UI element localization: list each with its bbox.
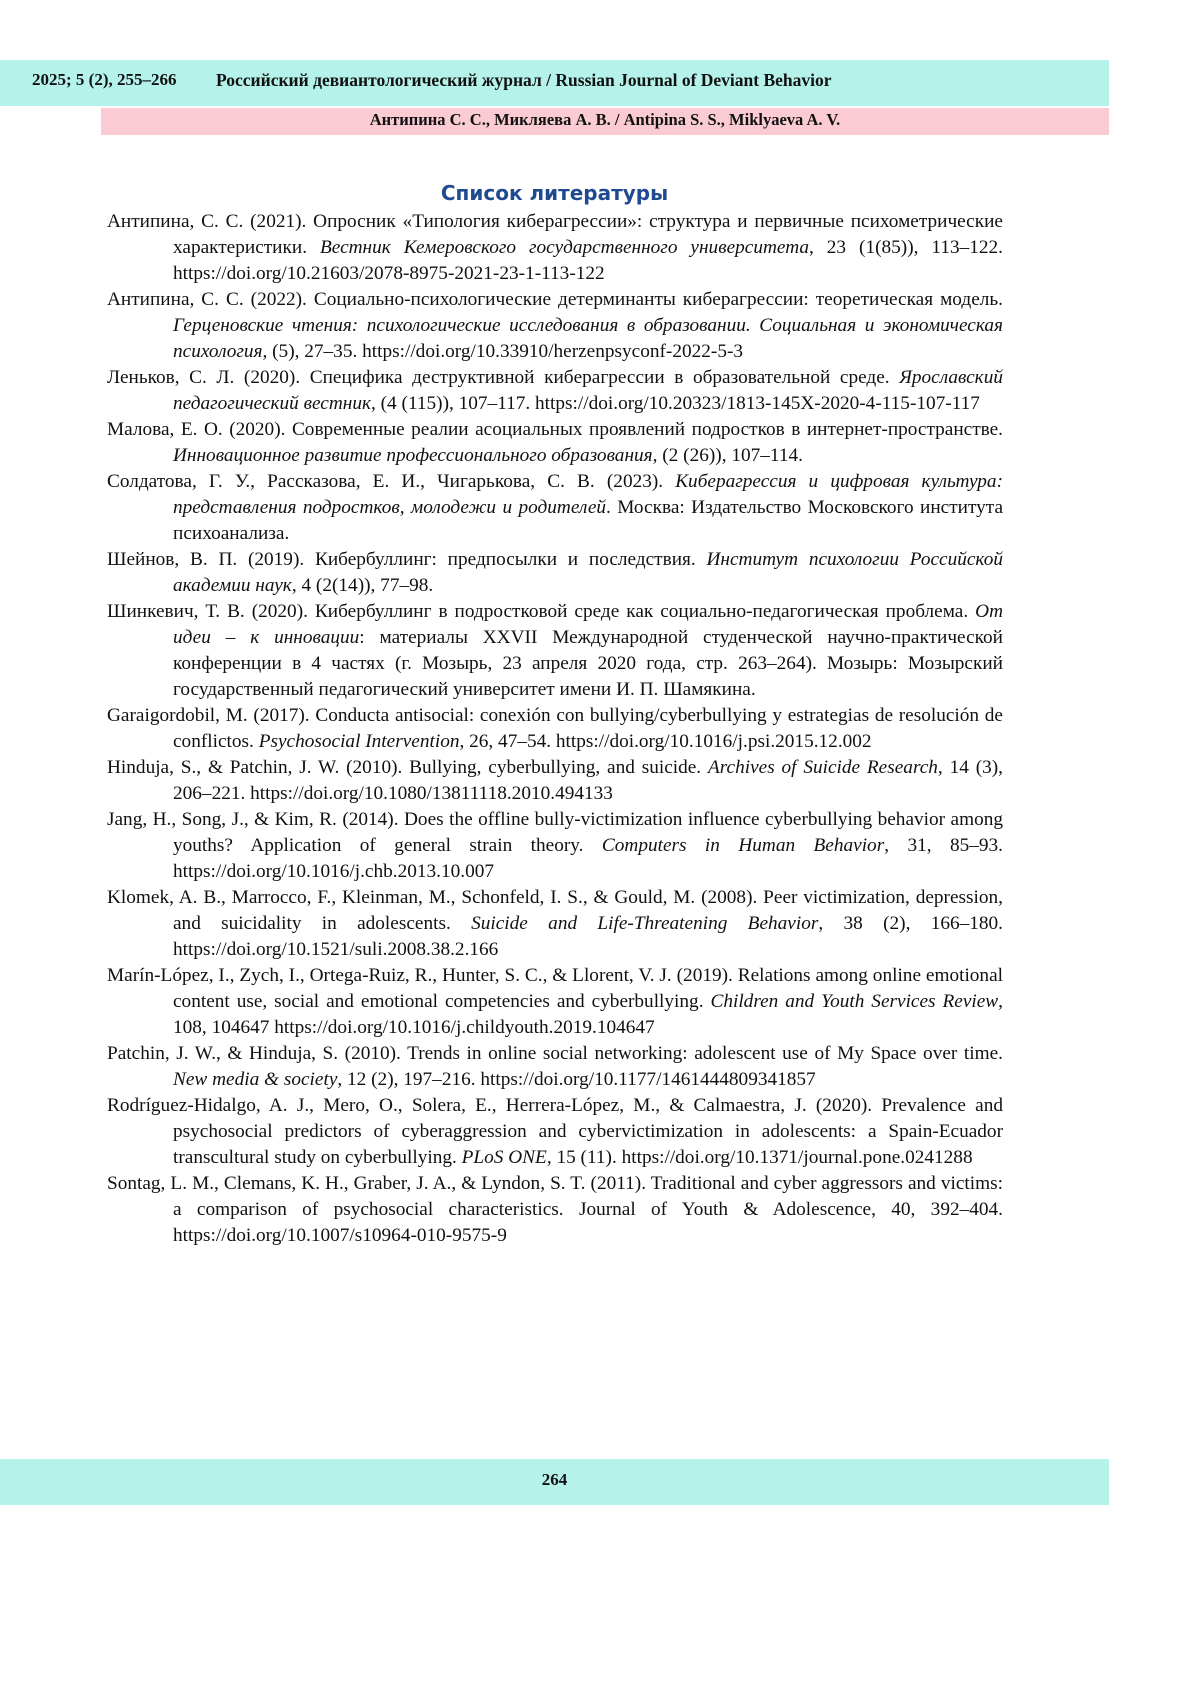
reference-source: Computers in Human Behavior: [601, 835, 885, 856]
reference-text: Hinduja, S., & Patchin, J. W. (2010). Bullying, cyberbullying, and suicide.: [107, 757, 708, 778]
reference-entry: [107, 417, 1003, 469]
reference-source: Кибeрагрессия и цифровая культура: представления подростков, молодежи и родителей: [173, 471, 1003, 518]
reference-text: , 12 (2), 197–216. https://doi.org/10.1177/1461444809341857: [337, 1069, 816, 1090]
reference-entry: [107, 703, 1003, 755]
reference-text: , 15 (11). https://doi.org/10.1371/journal.pone.0241288: [546, 1147, 973, 1168]
reference-text: Малова, Е. О. (2020). Современные реалии асоциальных проявлений подростков в интернет-пространстве.: [107, 419, 1003, 440]
reference-text: , (5), 27–35. https://doi.org/10.33910/herzenpsyconf-2022-5-3: [262, 341, 744, 362]
reference-text: , 4 (2(14)), 77–98.: [291, 575, 434, 596]
reference-list: [107, 209, 1003, 1249]
running-authors: Антипина С. С., Микляева А. В. / Antipina S. S., Miklyaeva A. V.: [369, 110, 841, 129]
reference-entry: [107, 209, 1003, 287]
reference-text: Patchin, J. W., & Hinduja, S. (2010). Trends in online social networking: adolescent use of My Space over time.: [107, 1043, 1003, 1064]
reference-source: Archives of Suicide Research,: [707, 757, 943, 778]
reference-source: PLoS ONE: [461, 1147, 547, 1168]
reference-entry: [107, 365, 1003, 417]
reference-text: , 31, 85–93. https://doi.org/10.1016/j.chb.2013.10.007: [173, 835, 1003, 882]
reference-source: Институт психологии Российской академии наук: [173, 549, 1003, 596]
reference-text: : материалы XXVII Международной студенческой научно-практической конференции в 4 частях (г. Мозырь, 23 апреля 2020 года, стр. 263–264). Мозырь: Мозырский государственный педагогический университет имени И. П. Шамякина.: [173, 627, 1003, 700]
reference-text: Garaigordobil, M. (2017). Conducta antisocial: conexión con bullying/cyberbullying y estrategias de resolución de conflictos.: [107, 705, 1003, 752]
reference-text: , 26, 47–54. https://doi.org/10.1016/j.psi.2015.12.002: [459, 731, 872, 752]
reference-entry: [107, 885, 1003, 963]
page-number: 264: [541, 1470, 568, 1489]
reference-entry: [107, 1171, 1003, 1249]
reference-source: Psychosocial Intervention: [258, 731, 460, 752]
reference-source: New media & society: [173, 1069, 338, 1090]
reference-entry: [107, 963, 1003, 1041]
reference-text: , 108, 104647 https://doi.org/10.1016/j.childyouth.2019.104647: [173, 991, 1003, 1038]
reference-text: , 38 (2), 166–180. https://doi.org/10.1521/suli.2008.38.2.166: [173, 913, 1004, 960]
reference-entry: [107, 599, 1003, 703]
reference-text: 14 (3), 206–221. https://doi.org/10.1080/13811118.2010.494133: [173, 757, 1003, 804]
reference-source: Герценовские чтения: психологические исследования в образовании. Социальная и экономическая психология: [173, 315, 1003, 362]
reference-text: , (4 (115)), 107–117. https://doi.org/10.20323/1813-145X-2020-4-115-107-117: [371, 393, 980, 414]
reference-text: Леньков, С. Л. (2020). Специфика деструктивной кибeрагрессии в образовательной среде.: [107, 367, 900, 388]
reference-text: Klomek, A. B., Marrocco, F., Kleinman, M., Schonfeld, I. S., & Gould, M. (2008). Peer victimization, depression, and suicidality in adolescents.: [107, 887, 1003, 934]
reference-source: Инновационное развитие профессионального образования: [173, 445, 653, 466]
reference-entry: [107, 1093, 1003, 1171]
reference-source: Children and Youth Services Review: [710, 991, 999, 1012]
reference-entry: [107, 469, 1003, 547]
reference-text: Антипина, С. С. (2022). Социально-психологические детерминанты кибeрагрессии: теоретическая модель.: [107, 289, 1003, 310]
reference-entry: [107, 287, 1003, 365]
reference-text: Marín-López, I., Zych, I., Ortega-Ruiz, R., Hunter, S. C., & Llorent, V. J. (2019). Relations among online emotional content use, social and emotional competencies and cyberbullying.: [107, 965, 1003, 1012]
issue-info: 2025; 5 (2), 255–266: [32, 70, 177, 89]
reference-entry: [107, 1041, 1003, 1093]
reference-text: Rodríguez-Hidalgo, A. J., Mero, O., Solera, E., Herrera-López, M., & Calmaestra, J. (2020). Prevalence and psychosocial predictors of cyberaggression and cybervictimization in adolescents: a Spain-Ecuador transcultural study on cyberbullying.: [107, 1095, 1003, 1168]
reference-text: . Москва: Издательство Московского института психоанализа.: [173, 497, 1003, 544]
reference-text: Солдатова, Г. У., Рассказова, Е. И., Чигарькова, С. В. (2023).: [107, 471, 676, 492]
reference-source: Suicide and Life-Threatening Behavior: [471, 913, 819, 934]
reference-source: Ярославский педагогический вестник: [173, 367, 1003, 414]
reference-text: , 23 (1(85)), 113–122. https://doi.org/10.21603/2078-8975-2021-23-1-113-122: [173, 237, 1003, 284]
journal-title: Российский девиантологический журнал / Russian Journal of Deviant Behavior: [216, 70, 832, 90]
reference-text: Шейнов, В. П. (2019). Кибербуллинг: предпосылки и последствия.: [107, 549, 707, 570]
reference-entry: [107, 807, 1003, 885]
reference-text: Sontag, L. M., Clemans, K. H., Graber, J. A., & Lyndon, S. T. (2011). Traditional and cyber aggressors and victims: a comparison of psychosocial characteristics. Journal of Youth & Adolescence, 40, 392–404. https://doi.org/10.1007/s10964-010-9575-9: [107, 1173, 1003, 1246]
reference-text: , (2 (26)), 107–114.: [652, 445, 803, 466]
reference-source: От идеи – к инновации: [173, 601, 1003, 648]
reference-source: Вестник Кемеровского государственного университета: [319, 237, 809, 258]
reference-text: Антипина, С. С. (2021). Опросник «Типология кибeрагрессии»: структура и первичные психометрические характеристики.: [107, 211, 1003, 258]
reference-entry: [107, 755, 1003, 807]
reference-entry: [107, 547, 1003, 599]
reference-text: Шинкевич, Т. В. (2020). Кибербуллинг в подростковой среде как социально-педагогическая проблема.: [107, 601, 976, 622]
section-title: Список литературы: [440, 181, 669, 205]
reference-text: Jang, H., Song, J., & Kim, R. (2014). Does the offline bully-victimization influence cyberbullying behavior among youths? Application of general strain theory.: [107, 809, 1003, 856]
